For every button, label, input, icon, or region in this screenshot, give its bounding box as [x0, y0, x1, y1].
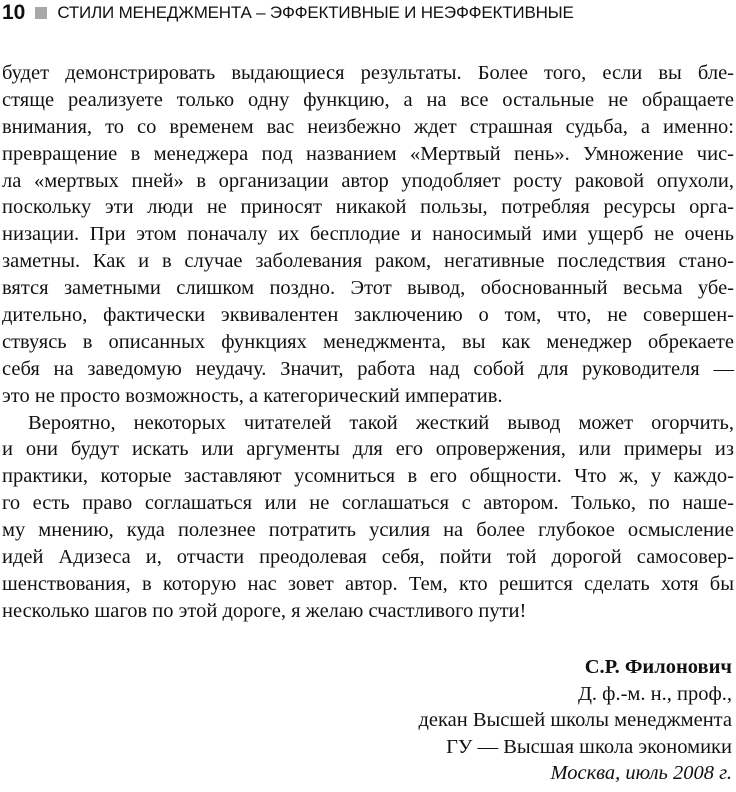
- text-line: ствуясь в описанных функциях менеджмента, вы как менеджер обрекаете: [2, 330, 734, 353]
- text-line: го есть право соглашаться или не соглашаться с автором. Только, по наше-: [2, 492, 734, 515]
- text-line: заметны. Как и в случае заболевания раком, негативные последствия стано-: [2, 250, 734, 273]
- body-text: [2, 60, 734, 625]
- text-line: внимания, то со временем вас неизбежно ждет страшная судьба, а именно:: [2, 115, 734, 138]
- author-name: С.Р. Филонович: [584, 656, 732, 678]
- author-position: декан Высшей школы менеджмента: [418, 709, 732, 731]
- text-line: шенствования, в которую нас зовет автор. Тем, кто решится сделать хотя бы: [2, 572, 734, 595]
- text-line: стяще реализуете только одну функцию, а на все остальные не обращаете: [2, 88, 734, 111]
- text-line: низации. При этом поначалу их бесплодие и наносимый ими ущерб не очень: [2, 223, 734, 246]
- header-square-marker: [35, 7, 47, 19]
- text-line: Вероятно, некоторых читателей такой жесткий вывод может огорчить,: [28, 411, 734, 434]
- running-header: [2, 0, 574, 26]
- place-date: Москва, июль 2008 г.: [550, 762, 732, 784]
- text-line: себя на заведомую неудачу. Значит, работа над собой для руководителя —: [2, 357, 734, 380]
- text-line: дительно, фактически эквивалентен заключению о том, что, не совершен-: [2, 304, 734, 327]
- author-institution: ГУ — Высшая школа экономики: [446, 735, 732, 758]
- running-title: СТИЛИ МЕНЕДЖМЕНТА – ЭФФЕКТИВНЫЕ И НЕЭФФЕКТИВНЫЕ: [57, 3, 574, 22]
- paragraph-2: [2, 410, 734, 625]
- paragraph-1: [2, 60, 734, 410]
- text-line: это не просто возможность, а категорический императив.: [2, 384, 503, 407]
- text-line: ла «мертвых пней» в организации автор уподобляет росту раковой опухоли,: [2, 169, 734, 192]
- signature-block: [418, 654, 732, 787]
- page-number: 10: [2, 1, 26, 24]
- author-degree: Д. ф.-м. н., проф.,: [577, 682, 732, 705]
- text-line: вятся заметными слишком поздно. Этот вывод, обоснованный весьма убе-: [2, 277, 734, 300]
- text-line: и они будут искать или аргументы для его опровержения, или примеры из: [2, 438, 734, 461]
- text-line: будет демонстрировать выдающиеся результаты. Более того, если вы бле-: [2, 62, 734, 84]
- text-line: практики, которые заставляют усомниться в его общности. Что ж, у каждо-: [2, 465, 734, 488]
- text-line: поскольку эти люди не приносят никакой пользы, потребляя ресурсы орга-: [2, 196, 734, 219]
- text-line: идей Адизеса и, отчасти преодолевая себя, пойти той дорогой самосовер-: [2, 546, 734, 569]
- text-line: му мнению, куда полезнее потратить усилия на более глубокое осмысление: [2, 519, 734, 542]
- text-line: превращение в менеджера под названием «Мертвый пень». Умножение чис-: [2, 142, 734, 165]
- text-line: несколько шагов по этой дороге, я желаю счастливого пути!: [2, 599, 527, 622]
